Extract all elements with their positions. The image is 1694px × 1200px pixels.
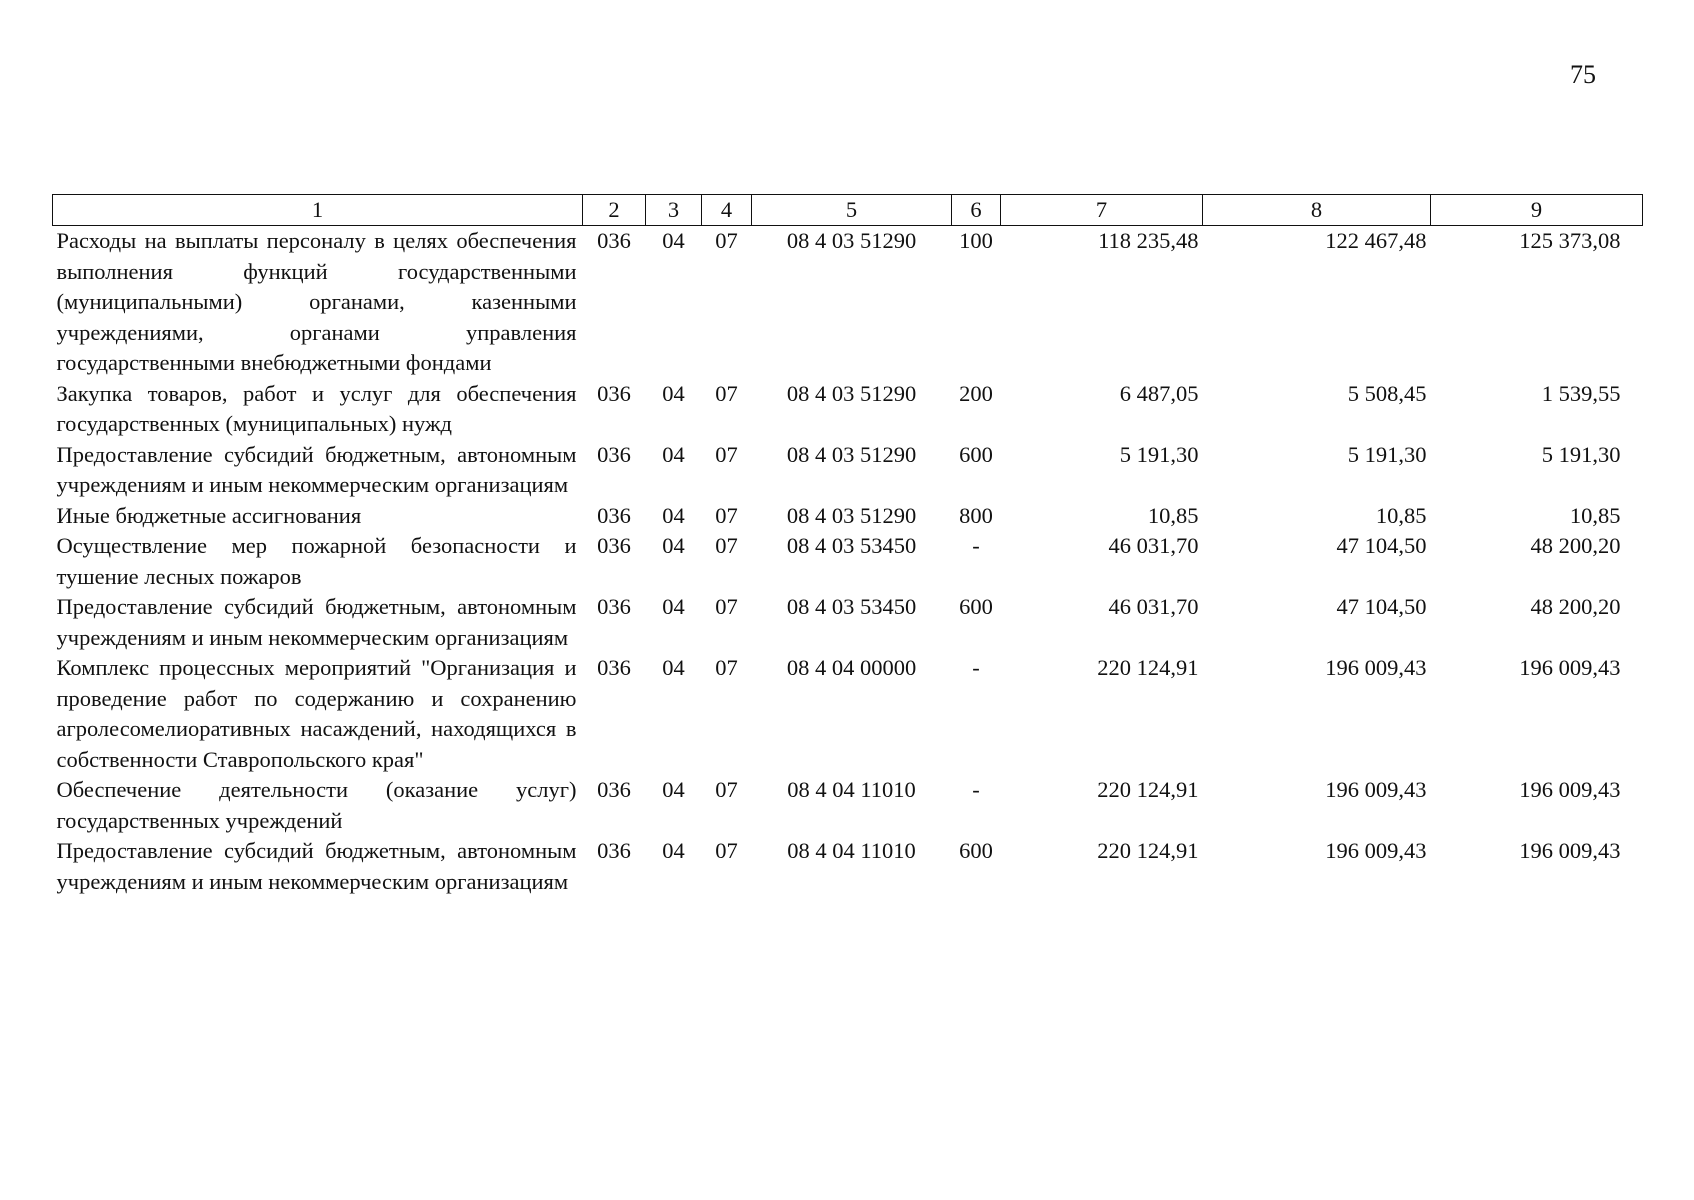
table-row — [53, 531, 1643, 592]
amount-col-7: 46 031,70 — [1108, 594, 1199, 619]
subsection-code: 07 — [715, 777, 738, 802]
amount-col-9: 5 191,30 — [1541, 441, 1621, 467]
row-name: Предоставление субсидий бюджетным, автономным учреждениям и иным некоммерческим организациям — [56, 441, 577, 497]
table-row — [53, 592, 1643, 653]
table-row — [53, 501, 1643, 532]
ministry-code: 036 — [597, 228, 631, 253]
section-code: 04 — [662, 228, 685, 253]
target-article-code: 08 4 03 51290 — [786, 380, 917, 406]
target-article-code: 08 4 03 53450 — [786, 594, 917, 619]
subsection-code: 07 — [715, 502, 738, 528]
subsection-code: 07 — [715, 655, 738, 680]
ministry-code: 036 — [597, 380, 631, 406]
ministry-code: 036 — [597, 502, 631, 528]
amount-col-9: 196 009,43 — [1519, 838, 1621, 863]
amount-col-7: 220 124,91 — [1097, 655, 1199, 680]
expense-type-code: 100 — [959, 228, 993, 253]
subsection-code: 07 — [715, 380, 738, 406]
row-name: Предоставление субсидий бюджетным, автономным учреждениям и иным некоммерческим организациям — [56, 838, 577, 894]
table-row — [53, 836, 1643, 897]
expense-type-code: 200 — [959, 380, 993, 406]
row-name: Предоставление субсидий бюджетным, автономным учреждениям и иным некоммерческим организациям — [56, 594, 577, 650]
section-code: 04 — [662, 838, 685, 863]
amount-col-7: 220 124,91 — [1097, 777, 1199, 802]
subsection-code: 07 — [715, 228, 738, 253]
header-col-2: 2 — [583, 195, 646, 226]
amount-col-9: 48 200,20 — [1530, 533, 1621, 558]
amount-col-9: 196 009,43 — [1519, 655, 1621, 680]
subsection-code: 07 — [715, 533, 738, 558]
ministry-code: 036 — [597, 533, 631, 558]
expense-type-code: - — [972, 777, 980, 802]
header-col-5: 5 — [752, 195, 952, 226]
amount-col-9: 10,85 — [1569, 502, 1621, 528]
section-code: 04 — [662, 655, 685, 680]
amount-col-8: 196 009,43 — [1325, 655, 1427, 680]
header-col-7: 7 — [1001, 195, 1203, 226]
page-number: 75 — [1570, 60, 1596, 89]
amount-col-9: 196 009,43 — [1519, 777, 1621, 802]
target-article-code: 08 4 04 00000 — [786, 655, 917, 680]
amount-col-7: 220 124,91 — [1097, 838, 1199, 863]
row-name: Иные бюджетные ассигнования — [56, 502, 362, 528]
header-col-3: 3 — [646, 195, 702, 226]
header-col-1: 1 — [53, 195, 583, 226]
ministry-code: 036 — [597, 838, 631, 863]
header-col-9: 9 — [1431, 195, 1643, 226]
row-name: Обеспечение деятельности (оказание услуг) государственных учреждений — [56, 777, 577, 833]
amount-col-7: 5 191,30 — [1119, 441, 1199, 467]
amount-col-8: 196 009,43 — [1325, 838, 1427, 863]
row-name: Комплекс процессных мероприятий "Организация и проведение работ по содержанию и сохранению агролесомелиоративных насаждений, находящихся в собственности Ставропольского края" — [56, 655, 577, 772]
target-article-code: 08 4 03 51290 — [786, 502, 917, 528]
row-name: Расходы на выплаты персоналу в целях обеспечения выполнения функций государственными (муниципальными) органами, казенными учреждениями, органами управления государственными внебюджетными фондами — [56, 228, 577, 375]
ministry-code: 036 — [597, 594, 631, 619]
amount-col-9: 125 373,08 — [1519, 228, 1621, 253]
target-article-code: 08 4 04 11010 — [787, 838, 916, 863]
table-row — [53, 775, 1643, 836]
table-row — [53, 653, 1643, 775]
header-col-4: 4 — [702, 195, 752, 226]
amount-col-8: 47 104,50 — [1336, 594, 1427, 619]
expense-type-code: 600 — [959, 594, 993, 619]
amount-col-7: 46 031,70 — [1108, 533, 1199, 558]
expense-type-code: - — [972, 655, 980, 680]
header-col-6: 6 — [952, 195, 1001, 226]
amount-col-8: 122 467,48 — [1325, 228, 1427, 253]
amount-col-7: 6 487,05 — [1119, 380, 1199, 406]
target-article-code: 08 4 03 51290 — [786, 228, 917, 253]
expense-type-code: 600 — [959, 838, 993, 863]
header-row — [53, 195, 1643, 226]
expense-type-code: 600 — [959, 441, 993, 467]
ministry-code: 036 — [597, 655, 631, 680]
amount-col-9: 48 200,20 — [1530, 594, 1621, 619]
expense-type-code: - — [972, 533, 980, 558]
section-code: 04 — [662, 777, 685, 802]
subsection-code: 07 — [715, 594, 738, 619]
table-row — [53, 226, 1643, 379]
ministry-code: 036 — [597, 777, 631, 802]
amount-col-8: 10,85 — [1375, 502, 1427, 528]
table-row — [53, 440, 1643, 501]
amount-col-8: 5 191,30 — [1347, 441, 1427, 467]
expense-type-code: 800 — [959, 502, 993, 528]
amount-col-8: 196 009,43 — [1325, 777, 1427, 802]
header-col-8: 8 — [1203, 195, 1431, 226]
row-name: Осуществление мер пожарной безопасности и тушение лесных пожаров — [56, 533, 577, 589]
section-code: 04 — [662, 533, 685, 558]
amount-col-7: 10,85 — [1147, 502, 1199, 528]
section-code: 04 — [662, 594, 685, 619]
amount-col-9: 1 539,55 — [1541, 380, 1621, 406]
table-row — [53, 379, 1643, 440]
target-article-code: 08 4 03 51290 — [786, 441, 917, 467]
subsection-code: 07 — [715, 441, 738, 467]
target-article-code: 08 4 03 53450 — [786, 533, 917, 558]
amount-col-7: 118 235,48 — [1098, 228, 1199, 253]
section-code: 04 — [662, 502, 685, 528]
section-code: 04 — [662, 380, 685, 406]
subsection-code: 07 — [715, 838, 738, 863]
section-code: 04 — [662, 441, 685, 467]
amount-col-8: 47 104,50 — [1336, 533, 1427, 558]
amount-col-8: 5 508,45 — [1347, 380, 1427, 406]
budget-table — [52, 194, 1643, 897]
row-name: Закупка товаров, работ и услуг для обеспечения государственных (муниципальных) нужд — [56, 380, 577, 436]
target-article-code: 08 4 04 11010 — [787, 777, 916, 802]
ministry-code: 036 — [597, 441, 631, 467]
